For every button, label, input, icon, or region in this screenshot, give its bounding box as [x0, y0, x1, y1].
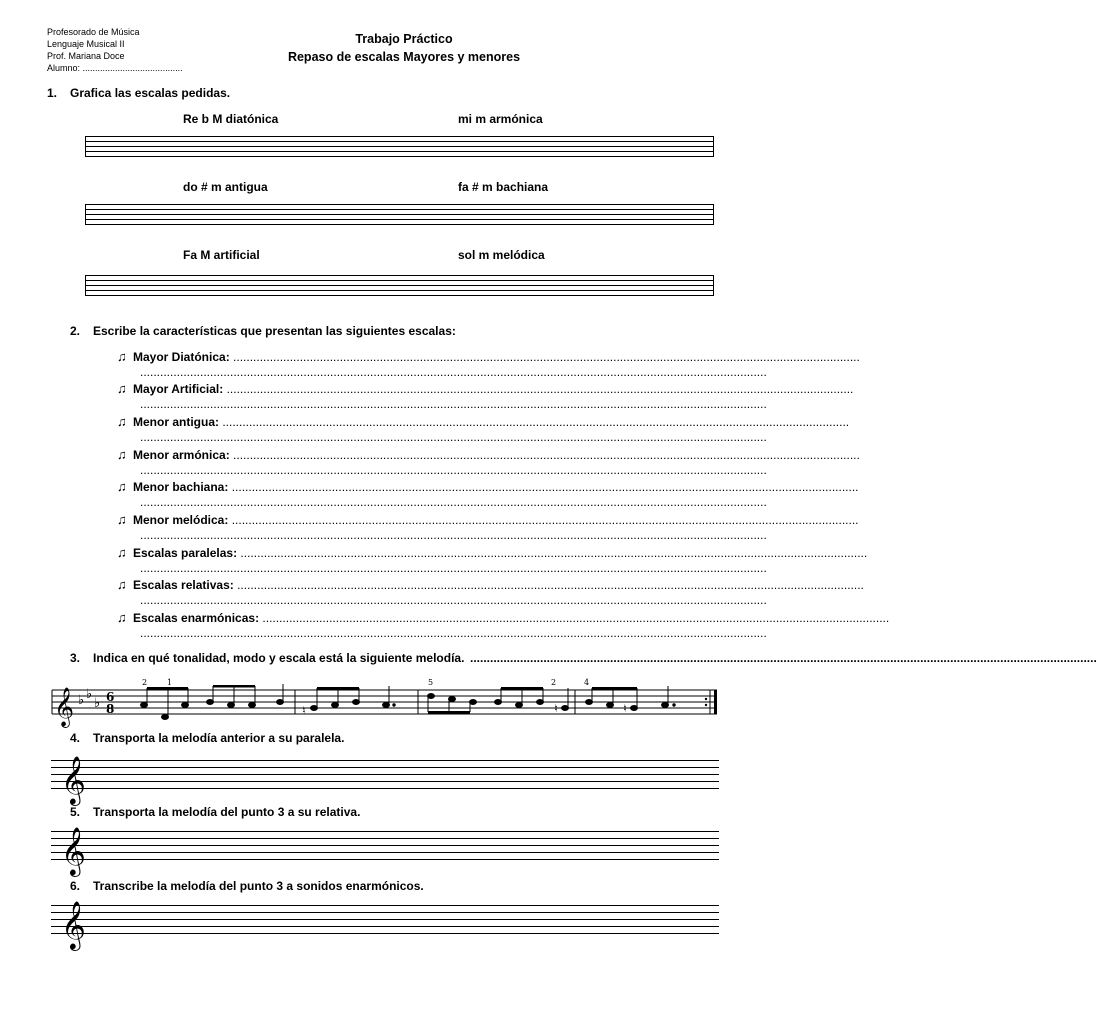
natural-icon: ♮: [302, 704, 306, 717]
question-number: 6.: [70, 879, 81, 893]
music-note-icon: ♫: [117, 545, 127, 560]
answer-staff: [51, 755, 719, 804]
music-note-icon: ♫: [117, 349, 127, 364]
flat-icon: ♭: [94, 696, 101, 711]
course-name: Lenguaje Musical II: [47, 39, 125, 49]
scale-label: sol m melódica: [458, 248, 545, 262]
characteristic-label: Escalas enarmónicas:: [133, 611, 260, 625]
answer-dots: ............................................................................................................................................................................................: [231, 480, 859, 494]
question-text: Transporta la melodía anterior a su paralela.: [93, 731, 345, 745]
answer-staff: [51, 900, 719, 949]
student-blank: ........................................: [82, 63, 183, 73]
answer-dots: ............................................................................................................................................................................................: [470, 651, 1097, 665]
svg-text:𝄞: 𝄞: [61, 826, 86, 875]
time-sig-top: 6: [106, 690, 115, 704]
answer-dots: ............................................................................................................................................................................................: [240, 546, 868, 560]
answer-dots: ............................................................................................................................................................................................: [233, 448, 860, 462]
characteristic-item: [117, 512, 859, 527]
answer-dots: ............................................................................................................................................................................................: [226, 382, 854, 396]
student-label: Alumno:: [47, 63, 81, 73]
answer-dots: ............................................................................................................................................................................................: [140, 365, 767, 379]
scale-label: Re b M diatónica: [183, 112, 279, 126]
music-note-icon: ♫: [117, 447, 127, 462]
natural-icon: ♮: [623, 702, 627, 715]
scale-label: Fa M artificial: [183, 248, 260, 262]
characteristic-label: Menor bachiana:: [133, 480, 229, 494]
characteristic-label: Escalas relativas:: [133, 578, 234, 592]
characteristic-label: Menor armónica:: [133, 448, 230, 462]
answer-dots: ............................................................................................................................................................................................: [140, 626, 767, 640]
teacher-name: Prof. Mariana Doce: [47, 51, 125, 61]
question-number: 3.: [70, 651, 81, 665]
blank-staff: [85, 204, 714, 225]
answer-staff: [51, 826, 719, 875]
music-note-icon: ♫: [117, 512, 127, 527]
treble-clef-icon: 𝄞: [54, 687, 75, 727]
music-note-icon: ♫: [117, 610, 127, 625]
answer-dots: ............................................................................................................................................................................................: [140, 561, 767, 575]
characteristic-label: Menor antigua:: [133, 415, 219, 429]
characteristic-item: [117, 447, 860, 462]
question-text: Grafica las escalas pedidas.: [70, 86, 231, 100]
question-text: Transporta la melodía del punto 3 a su relativa.: [93, 805, 361, 819]
answer-dots: ............................................................................................................................................................................................: [262, 611, 890, 625]
characteristic-label: Menor melódica:: [133, 513, 229, 527]
institution-name: Profesorado de Música: [47, 27, 140, 37]
melody-score: [40, 672, 730, 727]
title-line-1: Trabajo Práctico: [355, 32, 453, 46]
flat-icon: ♭: [78, 693, 85, 708]
characteristic-item: [117, 414, 850, 429]
question-number: 2.: [70, 324, 81, 338]
characteristic-item: [117, 610, 890, 625]
music-note-icon: ♫: [117, 577, 127, 592]
characteristic-label: Escalas paralelas:: [133, 546, 238, 560]
music-note-icon: ♫: [117, 479, 127, 494]
title-line-2: Repaso de escalas Mayores y menores: [287, 50, 521, 64]
flat-icon: ♭: [86, 687, 93, 702]
characteristic-item: [117, 479, 859, 494]
treble-clef-icon: [61, 895, 91, 949]
treble-clef-icon: [61, 750, 91, 804]
treble-clef-icon: [61, 821, 91, 875]
fingering: 5: [428, 678, 434, 687]
question-text: Transcribe la melodía del punto 3 a sonidos enarmónicos.: [93, 879, 424, 893]
blank-staff: [85, 275, 714, 296]
svg-text:𝄞: 𝄞: [61, 900, 86, 949]
characteristic-item: [117, 349, 860, 364]
fingering: 2: [551, 678, 557, 687]
fingering: 1: [167, 678, 173, 687]
characteristic-label: Mayor Diatónica:: [133, 350, 230, 364]
question-number: 1.: [47, 86, 58, 100]
scale-label: do # m antigua: [183, 180, 268, 194]
music-note-icon: ♫: [117, 414, 127, 429]
characteristic-label: Mayor Artificial:: [133, 382, 224, 396]
music-note-icon: ♫: [117, 381, 127, 396]
fingering: 4: [584, 678, 590, 687]
fingering: 2: [142, 678, 148, 687]
characteristic-item: [117, 577, 864, 592]
answer-dots: ............................................................................................................................................................................................: [140, 463, 767, 477]
characteristic-item: [117, 381, 854, 396]
svg-text:𝄞: 𝄞: [61, 755, 86, 804]
answer-dots: ............................................................................................................................................................................................: [140, 397, 767, 411]
answer-dots: ............................................................................................................................................................................................: [140, 593, 767, 607]
time-sig-bottom: 8: [106, 702, 115, 716]
question-text: Indica en qué tonalidad, modo y escala está la siguiente melodía.: [93, 651, 465, 665]
question-number: 5.: [70, 805, 81, 819]
question-number: 4.: [70, 731, 81, 745]
scale-label: mi m armónica: [458, 112, 543, 126]
question-text: Escribe la características que presentan las siguientes escalas:: [93, 324, 456, 338]
answer-dots: ............................................................................................................................................................................................: [233, 350, 860, 364]
answer-dots: ............................................................................................................................................................................................: [231, 513, 859, 527]
answer-dots: ............................................................................................................................................................................................: [140, 528, 767, 542]
scale-label: fa # m bachiana: [458, 180, 549, 194]
answer-dots: ............................................................................................................................................................................................: [222, 415, 850, 429]
answer-dots: ............................................................................................................................................................................................: [237, 578, 864, 592]
natural-icon: ♮: [554, 702, 558, 715]
blank-staff: [85, 136, 714, 157]
answer-dots: ............................................................................................................................................................................................: [140, 495, 767, 509]
characteristic-item: [117, 545, 868, 560]
answer-dots: ............................................................................................................................................................................................: [140, 430, 767, 444]
